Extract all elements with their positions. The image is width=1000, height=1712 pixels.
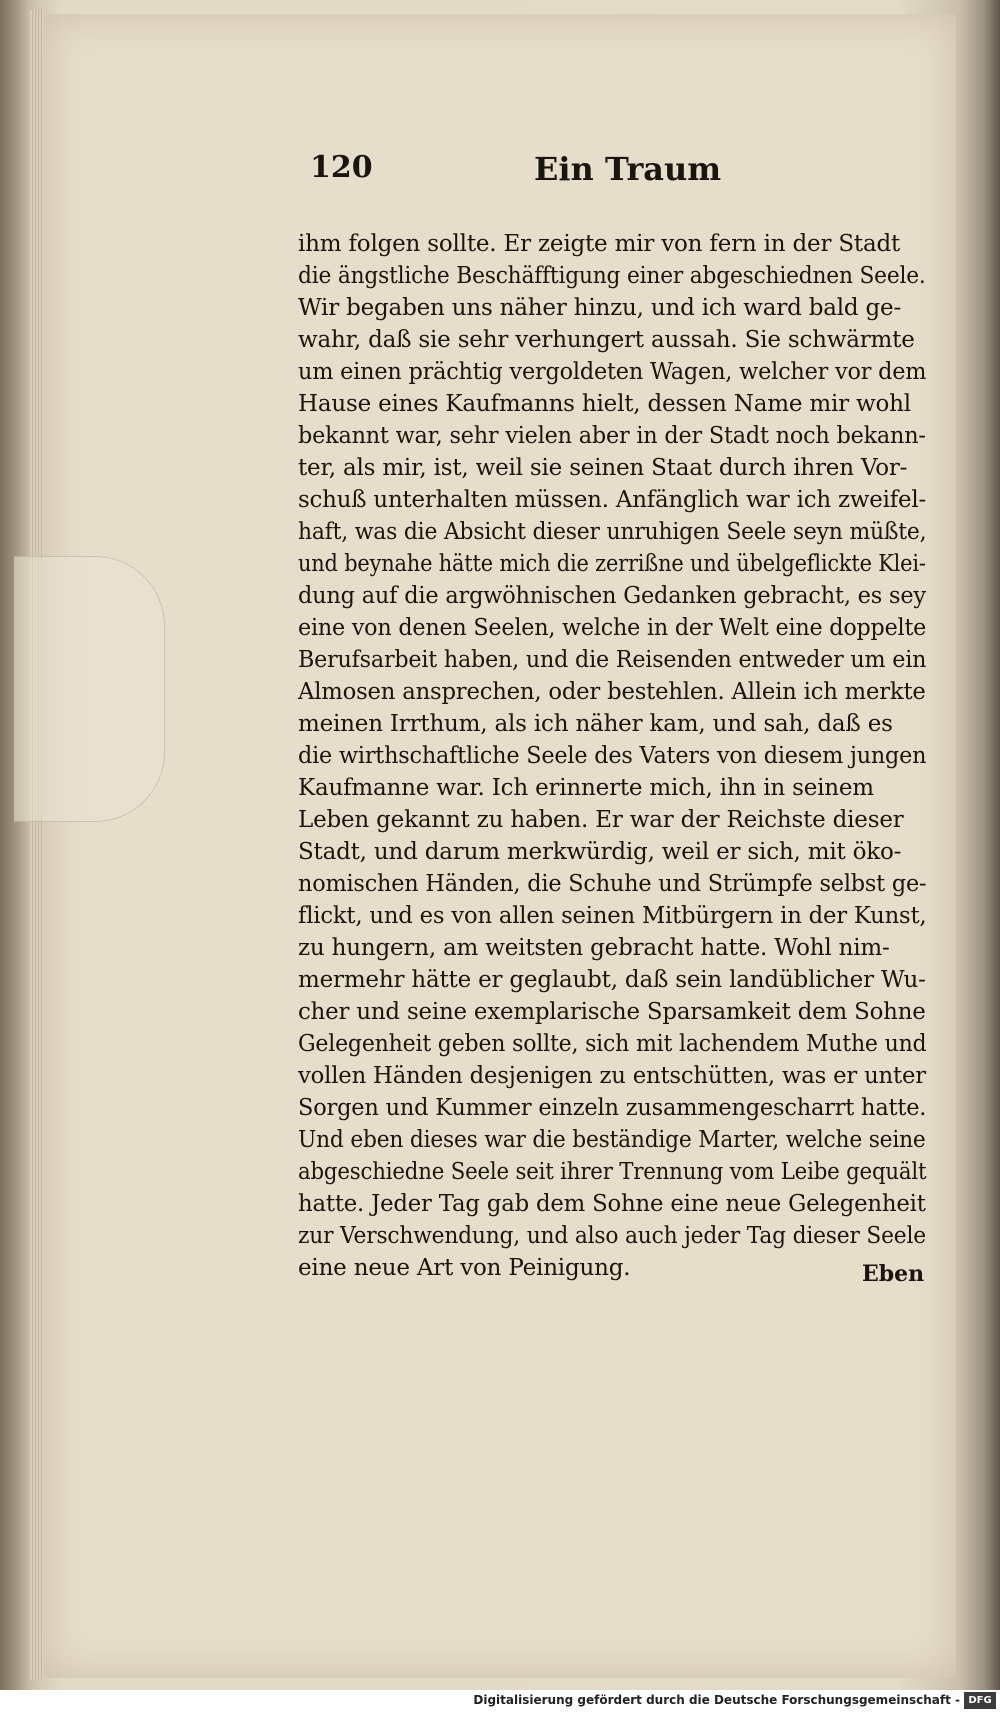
- bookmark-tab: [14, 556, 165, 822]
- text-line: nomischen Händen, die Schuhe und Strümpfe selbst ge-: [298, 871, 927, 897]
- text-line: bekannt war, sehr vielen aber in der Stadt noch bekann-: [298, 423, 926, 449]
- text-line: haft, was die Absicht dieser unruhigen Seele seyn müßte,: [298, 519, 927, 545]
- page-number: 120: [310, 150, 373, 185]
- catchword: Eben: [862, 1261, 925, 1287]
- text-line: schuß unterhalten müssen. Anfänglich war ich zweifel-: [298, 487, 926, 513]
- footer-credit: Digitalisierung gefördert durch die Deutsche Forschungsgemeinschaft -: [473, 1693, 960, 1707]
- text-line: mermehr hätte er geglaubt, daß sein landüblicher Wu-: [298, 967, 926, 993]
- text-line: Und eben dieses war die beständige Marter, welche seine: [298, 1127, 926, 1153]
- text-line: Sorgen und Kummer einzeln zusammengescharrt hatte.: [298, 1095, 927, 1121]
- text-line: zu hungern, am weitsten gebracht hatte. Wohl nim-: [298, 935, 890, 961]
- text-line: ter, als mir, ist, weil sie seinen Staat durch ihren Vor-: [298, 455, 908, 481]
- text-line: zur Verschwendung, und also auch jeder Tag dieser Seele: [298, 1223, 926, 1249]
- text-line: Almosen ansprechen, oder bestehlen. Allein ich merkte: [298, 679, 926, 705]
- text-line: cher und seine exemplarische Sparsamkeit dem Sohne: [298, 999, 926, 1025]
- text-line: vollen Händen desjenigen zu entschütten, was er unter: [298, 1063, 926, 1089]
- text-line: Hause eines Kaufmanns hielt, dessen Name mir wohl: [298, 391, 911, 417]
- text-line: meinen Irrthum, als ich näher kam, und sah, daß es: [298, 711, 893, 737]
- text-line: flickt, und es von allen seinen Mitbürgern in der Kunst,: [298, 903, 927, 929]
- page-edge-stack: [30, 10, 44, 1680]
- text-block: [298, 228, 926, 1284]
- text-line: Kaufmanne war. Ich erinnerte mich, ihn in seinem: [298, 775, 874, 801]
- text-line: wahr, daß sie sehr verhungert aussah. Sie schwärmte: [298, 327, 915, 353]
- running-title: Ein Traum: [534, 150, 722, 188]
- text-line: um einen prächtig vergoldeten Wagen, welcher vor dem: [298, 359, 927, 385]
- digitization-footer: [0, 1690, 1000, 1712]
- text-line: und beynahe hätte mich die zerrißne und übelgeflickte Klei-: [298, 551, 926, 577]
- text-line: die ängstliche Beschäfftigung einer abgeschiednen Seele.: [298, 263, 926, 289]
- text-line: eine neue Art von Peinigung.: [298, 1255, 631, 1281]
- text-line: hatte. Jeder Tag gab dem Sohne eine neue Gelegenheit: [298, 1191, 926, 1217]
- text-line: Stadt, und darum merkwürdig, weil er sich, mit öko-: [298, 839, 902, 865]
- text-line: Leben gekannt zu haben. Er war der Reichste dieser: [298, 807, 904, 833]
- text-line: Wir begaben uns näher hinzu, und ich ward bald ge-: [298, 295, 902, 321]
- text-line: dung auf die argwöhnischen Gedanken gebracht, es sey: [298, 583, 926, 609]
- text-line: abgeschiedne Seele seit ihrer Trennung vom Leibe gequält: [298, 1159, 927, 1185]
- text-line: ihm folgen sollte. Er zeigte mir von fern in der Stadt: [298, 231, 901, 257]
- dfg-logo-icon: DFG: [964, 1692, 996, 1709]
- text-line: Berufsarbeit haben, und die Reisenden entweder um ein: [298, 647, 927, 673]
- text-line: die wirthschaftliche Seele des Vaters von diesem jungen: [298, 743, 927, 769]
- text-line: Gelegenheit geben sollte, sich mit lachendem Muthe und: [298, 1031, 927, 1057]
- text-line: eine von denen Seelen, welche in der Welt eine doppelte: [298, 615, 927, 641]
